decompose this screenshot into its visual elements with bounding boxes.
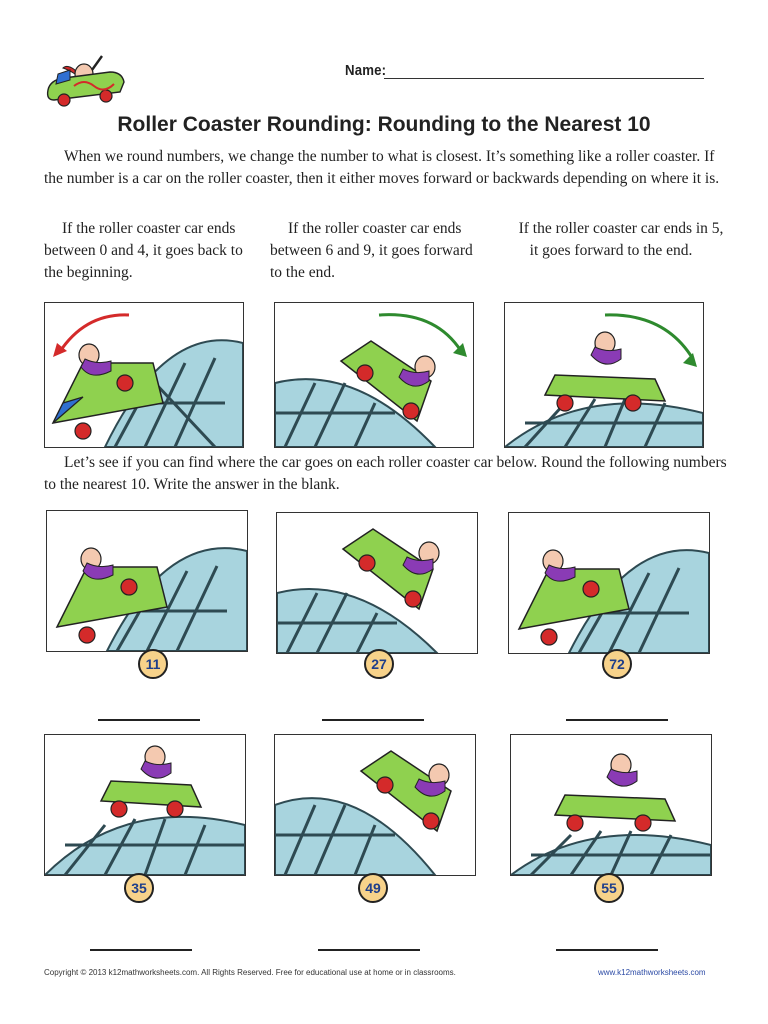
number-badge: 35 xyxy=(124,873,154,903)
coaster-car-top-illustration xyxy=(511,735,711,875)
answer-blank[interactable] xyxy=(90,949,192,951)
arrow-forward-icon xyxy=(379,315,461,351)
coaster-car-back-illustration xyxy=(45,303,243,447)
coaster-car-forward-illustration xyxy=(277,513,477,653)
number-badge: 72 xyxy=(602,649,632,679)
copyright-text: Copyright © 2013 k12mathworksheets.com. All Rights Reserved. Free for educational use at home or in classrooms. xyxy=(44,968,456,977)
number-badge: 11 xyxy=(138,649,168,679)
rule-round-down: If the roller coaster car ends between 0 and 4, it goes back to the beginning. xyxy=(44,220,243,281)
coaster-car-forward-illustration xyxy=(275,735,475,875)
problem-panel-1 xyxy=(46,510,248,652)
coaster-car-top-illustration xyxy=(45,735,245,875)
website-link[interactable]: www.k12mathworksheets.com xyxy=(598,968,706,977)
example-panel-top xyxy=(504,302,704,448)
answer-blank[interactable] xyxy=(566,719,668,721)
problem-panel-2 xyxy=(276,512,478,654)
problem-panel-3 xyxy=(508,512,710,654)
answer-blank[interactable] xyxy=(318,949,420,951)
rule-round-five: If the roller coaster car ends in 5, it goes forward to the end. xyxy=(518,220,724,259)
name-label: Name: xyxy=(345,62,387,79)
instructions-paragraph: Let’s see if you can find where the car goes on each roller coaster car below. Round the following numbers to the nearest 10. Write the answer in the blank. xyxy=(44,454,727,493)
answer-blank[interactable] xyxy=(322,719,424,721)
coaster-car-forward-illustration xyxy=(275,303,473,447)
page-title: Roller Coaster Rounding: Rounding to the Nearest 10 xyxy=(117,113,651,136)
intro-paragraph: When we round numbers, we change the number to what is closest. It’s something like a roller coaster. If the number is a car on the roller coaster, then it either moves forward or backwards depending on where it is. xyxy=(44,148,720,187)
number-badge: 27 xyxy=(364,649,394,679)
answer-blank[interactable] xyxy=(556,949,658,951)
problem-panel-5 xyxy=(274,734,476,876)
coaster-car-back-illustration xyxy=(47,511,247,651)
coaster-car-top-illustration xyxy=(505,303,703,447)
answer-blank[interactable] xyxy=(98,719,200,721)
example-panel-back xyxy=(44,302,244,448)
problem-panel-6 xyxy=(510,734,712,876)
problem-panel-4 xyxy=(44,734,246,876)
name-blank-line[interactable] xyxy=(384,78,704,79)
number-badge: 55 xyxy=(594,873,624,903)
roller-coaster-car-logo xyxy=(44,46,128,110)
number-badge: 49 xyxy=(358,873,388,903)
coaster-car-back-illustration xyxy=(509,513,709,653)
rule-round-up: If the roller coaster car ends between 6 and 9, it goes forward to the end. xyxy=(270,220,473,281)
example-panel-forward xyxy=(274,302,474,448)
